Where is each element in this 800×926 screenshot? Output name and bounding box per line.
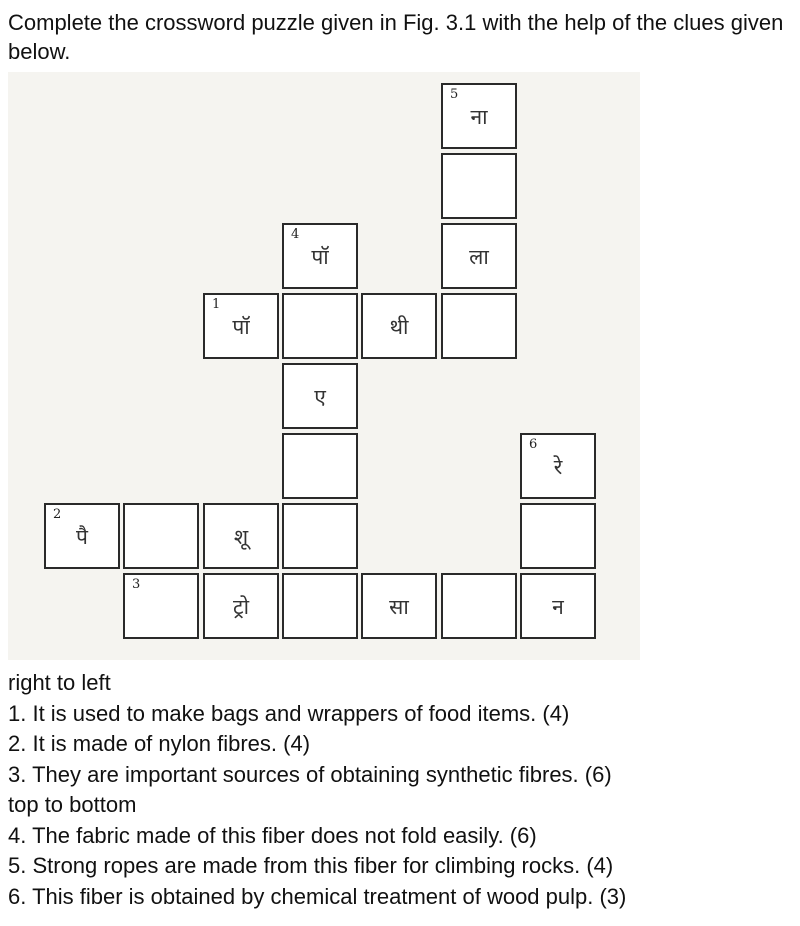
crossword-cell[interactable] (282, 573, 358, 639)
cell-letter: ए (314, 385, 326, 409)
clue-item: 5. Strong ropes are made from this fiber for climbing rocks. (4) (8, 853, 614, 878)
crossword-cell[interactable] (282, 293, 358, 359)
crossword-cell[interactable] (520, 433, 596, 499)
clue-number: 4 (291, 227, 300, 242)
crossword-cell[interactable] (441, 153, 517, 219)
cell-letter: पॉ (232, 315, 250, 339)
clue-list (8, 668, 796, 912)
crossword-cell[interactable] (520, 503, 596, 569)
clue-item: 4. The fabric made of this fiber does not fold easily. (6) (8, 822, 537, 848)
cell-letter: रे (553, 455, 563, 479)
crossword-cell[interactable] (441, 573, 517, 639)
cell-letter: शू (233, 525, 249, 549)
cell-letter: न (552, 595, 564, 619)
crossword-cell[interactable] (441, 293, 517, 359)
crossword-figure (8, 72, 640, 660)
crossword-cell[interactable] (441, 223, 517, 289)
crossword-cell[interactable] (44, 503, 120, 569)
cell-letter: पै (76, 525, 88, 549)
cell-letter: थी (389, 315, 409, 339)
crossword-cell[interactable] (123, 503, 199, 569)
clue-item: 3. They are important sources of obtaining synthetic fibres. (6) (8, 761, 612, 787)
crossword-cell[interactable] (282, 433, 358, 499)
clue-number: 1 (212, 297, 221, 312)
cell-letter: ना (470, 105, 488, 129)
crossword-cell[interactable] (441, 83, 517, 149)
crossword-cell[interactable] (361, 293, 437, 359)
clue-heading-down: top to bottom (8, 792, 137, 817)
crossword-cell[interactable] (282, 363, 358, 429)
clue-number: 5 (450, 87, 459, 102)
cell-letter: ला (469, 245, 489, 269)
crossword-cell[interactable] (361, 573, 437, 639)
clue-heading-across: right to left (8, 670, 111, 695)
clue-number: 3 (132, 577, 141, 592)
clue-number: 2 (53, 507, 62, 522)
clue-item: 1. It is used to make bags and wrappers of food items. (4) (8, 700, 570, 726)
cell-letter: ट्रो (232, 595, 250, 619)
crossword-cell[interactable] (203, 573, 279, 639)
cell-letter: पॉ (311, 245, 329, 269)
cell-letter: सा (389, 595, 409, 619)
instruction-text: Complete the crossword puzzle given in Fig. 3.1 with the help of the clues given below. (8, 10, 784, 64)
crossword-cell[interactable] (203, 293, 279, 359)
crossword-cell[interactable] (123, 573, 199, 639)
clue-number: 6 (529, 437, 538, 452)
clue-item: 2. It is made of nylon fibres. (4) (8, 731, 311, 756)
crossword-cell[interactable] (203, 503, 279, 569)
crossword-cell[interactable] (520, 573, 596, 639)
crossword-cell[interactable] (282, 223, 358, 289)
crossword-cell[interactable] (282, 503, 358, 569)
clue-item: 6. This fiber is obtained by chemical treatment of wood pulp. (3) (8, 883, 627, 909)
